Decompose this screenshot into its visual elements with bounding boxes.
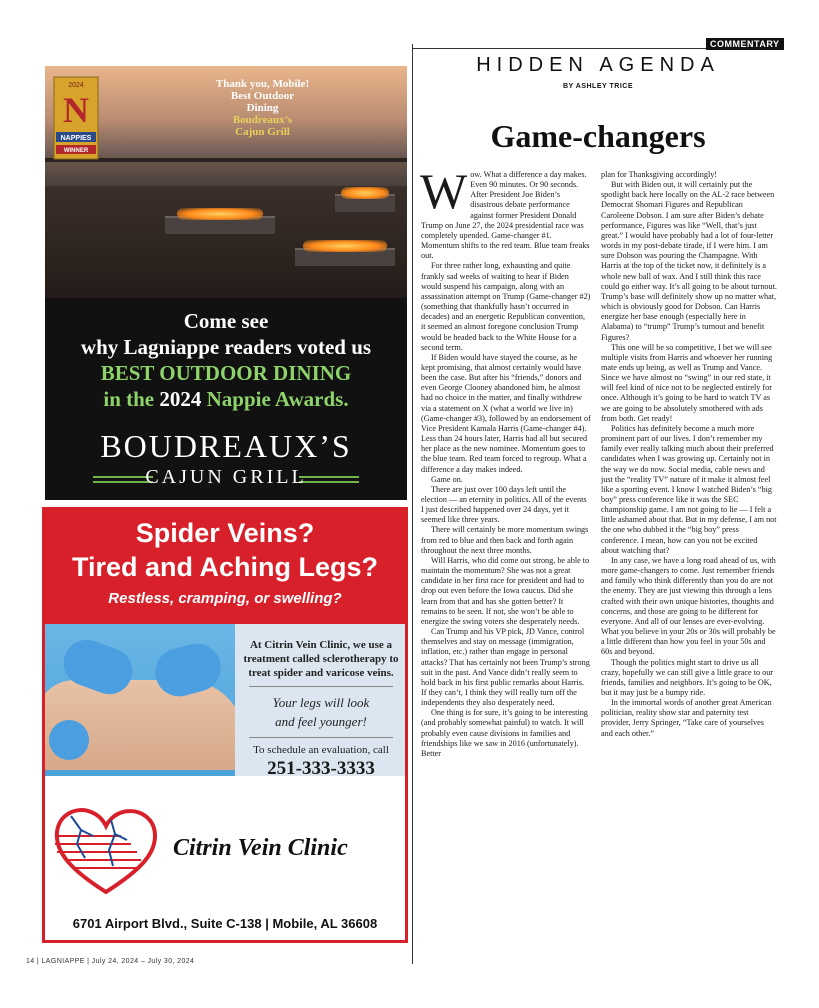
article-paragraph: Will Harris, who did come out strong, be able to maintain the momentum? She was not a great candidate in her first race for president and had to drop out even before the Iowa caucus. Did she learn from that and has she gotten better? It remains to be seen. If not, she won’t be able to energize the swing voters she desperately needs. [421,555,590,626]
ad-tagline: Come see why Lagniappe readers voted us BEST OUTDOOR DINING in the 2024 Nappie Awards. [80,309,372,411]
boudreaux-ad [45,66,407,500]
restaurant-logo-name: BOUDREAUX’S [100,428,352,464]
article-column-1 [420,163,591,759]
article-paragraph: One thing is for sure, it’s going to be interesting (and probably somewhat painful) to watch. It will probably even cause divisions in families and friendships like we saw in 2016 (unfortunately). Better [421,708,588,758]
article-paragraph: There will certainly be more momentum swings from red to blue and then back and forth again throughout the next three months. [421,525,589,555]
article-paragraph: But with Biden out, it will certainly put the spotlight back here locally on the AL-2 race between Democrat Shomari Figures and Republican Caroleene Dobson. I am sure after Biden’s debate performance, Figures was like “Well, that’s just great.” I would have probably had a lot of four-letter words in my post-debate tirade, if I were him. I am sure Dobson was pouring the Champagne. With Harris at the top of the ticket now, it definitely is a whole new ball of wax. And I still think this race could go either way. It’s all going to be about turnout. Trump’s base will definitely show up no matter what, which is obviously good for Dobson. Can Harris energize her base enough (especially here in Alabama) to “trump” Trump’s turnout and benefit Figures? [601,180,777,342]
article-paragraph: In any case, we have a long road ahead of us, with more game-changers to come. Just remember friends and family who think differently than you do are not the enemy. They are just viewing this through a lens crafted with their own unique histories, thoughts and concerns, and those are going to be different for everyone. And all of our lenses are ever-evolving. What you believe in your 20s or 30s will probably be a little different than how you feel in your 50s and 60s and beyond. [601,555,776,657]
column-divider [412,44,413,964]
heart-logo-icon [51,800,161,900]
article-paragraph: Can Trump and his VP pick, JD Vance, control themselves and stay on message (immigration, inflation, etc.) rather than engage in personal attacks? That has certainly not been Trump’s strong suit in the past. And Vance didn’t really seem to hold back in his first public remarks about Harris. If they can’t, I think they will really turn off the independents they also desperately need. [421,627,590,708]
ad-headline: Spider Veins? Tired and Aching Legs? [71,518,379,582]
page-footer: 14 | LAGNIAPPE | July 24, 2024 – July 30, 2024 [26,958,195,965]
article-headline: Game-changers [490,118,706,154]
article-paragraph: For three rather long, exhausting and quite frankly sad weeks of waiting to hear if Biden would suspend his campaign, along with an assassination attempt on Trump (Game-changer #2) (something that thankfully hasn’t occurred in decades) and an energetic Republican convention, it seemed an almost foregone conclusion Trump would be headed back to the White House for a second term. [421,261,591,352]
column-title: HIDDEN AGENDA [476,54,720,76]
article-paragraph: There are just over 100 days left until the election — an eternity in politics. All of the events I just described happened over 24 days, yet it seemed like three years. [421,484,587,525]
clinic-name: Citrin Vein Clinic [173,835,348,861]
restaurant-logo-subtitle: CAJUN GRILL [145,466,307,488]
nappie-award-badge [53,76,99,160]
clinic-info: At Citrin Vein Clinic, we use a treatment called sclerotherapy to treat spider and varicose veins. Your legs will look and feel younger! To schedule an evaluation, call 251-333-3333 [241,624,401,780]
article-paragraph: In the immortal words of another great American politician, reality show star and paternity test provider, Jerry Springer, “Take care of yourselves and each other.” [601,698,772,738]
section-tag: COMMENTARY [706,38,784,50]
svg-text:WINNER: WINNER [63,148,89,154]
article-paragraph: Though the politics might start to drive us all crazy, hopefully we can still give a little grace to our friends, families and neighbors. It’s going to be OK, but it may just be a bumpy ride. [601,657,774,697]
article-paragraph: Wow. What a difference a day makes. Even 90 minutes. Or 90 seconds. After President Joe Biden’s disastrous debate performance against former President Donald Trump on June 27, the 2024 presidential race was completely upended. Game-changer #1. Momentum shifts to the red team. Blue team freaks out. [420,163,590,261]
clinic-phone: 251-333-3333 [267,758,375,779]
leg-photo [45,624,235,776]
svg-text:NAPPIES: NAPPIES [60,135,92,142]
article-paragraph: plan for Thanksgiving accordingly! [601,170,718,179]
ad-red-banner [45,510,405,624]
clinic-address: 6701 Airport Blvd., Suite C-138 | Mobile, AL 36608 [72,916,378,931]
drop-cap: W [420,163,468,219]
article-column-2 [601,170,777,739]
byline: BY ASHLEY TRICE [563,83,633,90]
ad-info-panel [45,624,405,779]
article-paragraph: Politics has definitely become a much more prominent part of our lives. I don’t remember my family ever really talking much about their preferred candidates when I was growing up. Certainly not in the way we do now. Social media, cable news and just the “reality TV” nature of it make it almost feel like a sporting event. I know I watched Biden’s “big boy” press conference like it was the SEC championship game. I am not going to lie — I felt a little ashamed about that. But in my defense, I am not the one who dubbed it the “big boy” press conference. I mean, how can you not be excited about watching that? [601,423,777,555]
svg-text:2024: 2024 [68,82,84,89]
svg-text:N: N [63,90,89,130]
article-paragraph: Game on. [431,474,463,484]
thank-you-text: Thank you, Mobile! Best Outdoor Dining Boudreaux’s Cajun Grill [215,78,310,138]
article-paragraph: This one will be so competitive, I bet we will see multiple visits from Harris and whoever her running mate ends up being, as well as Trump and Vance. Since we have almost no “swing” in our red state, it will feel kind of nice not to be neglected entirely for once. Although it’s going to be hard to watch TV as we are going to be absolutely smothered with ads from both. Get ready! [601,342,773,423]
vein-clinic-ad [42,507,408,943]
ad-subheadline: Restless, cramping, or swelling? [108,590,342,607]
article-paragraph: If Biden would have stayed the course, as he kept promising, that almost certainly would have been the case. But after his “friends,” donors and even George Clooney abandoned him, he almost had no choice in the matter, and finally withdrew via a statement on X (what a world we live in) (Game-changer #3), followed by an endorsement of Vice President Kamala Harris (Game-changer #4). Less than 24 hours later, Harris had all but secured her place as the new nominee. Momentum goes to the blue team. Red team forced to regroup. What a difference a day makes indeed. [421,352,591,474]
